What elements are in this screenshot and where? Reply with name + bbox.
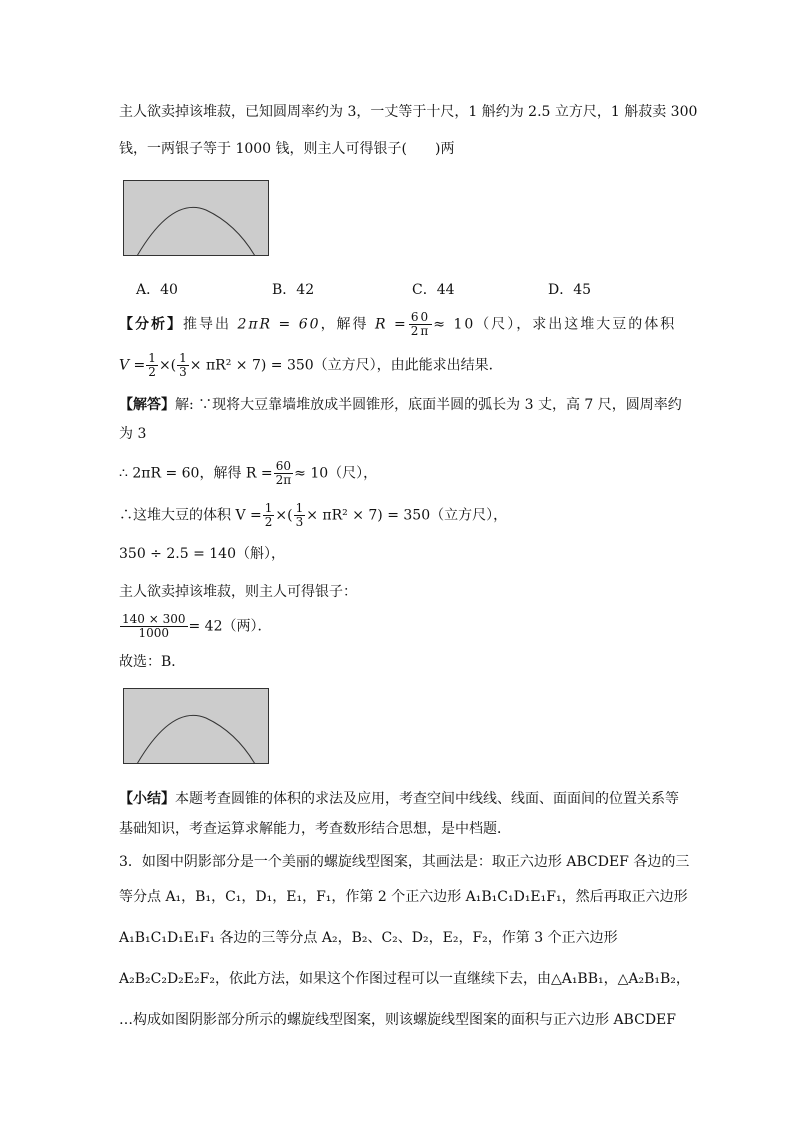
solution-step-1: ∴ 2πR = 60，解得 R = $\frac{60}{2\pi}$ ≈ 10（尺）， — [119, 459, 378, 487]
solution-line-1: 【解答】解: ∵现将大豆靠墙堆放成半圆锥形，底面半圆的弧长为 3 丈，高 7 尺，圆周率约 — [119, 397, 682, 413]
summary-tag: 【小结】 — [119, 791, 175, 807]
analysis-line-1: 【分析】推导出 2πR = 60，解得 R = $\frac{60}{2\pi}$ ≈ 10（尺），求出这堆大豆的体积 — [119, 310, 677, 338]
problem3-line-5: …构成如图阴影部分所示的螺旋线型图案，则该螺旋线型图案的面积与正六边形 ABCDEF — [119, 1012, 676, 1028]
pile-figure-1 — [123, 180, 269, 256]
option-c: C．44 — [412, 282, 455, 298]
solution-step-3: 350 ÷ 2.5 = 140（斛）， — [119, 546, 285, 562]
fraction: $\frac{1}{2}$ — [264, 501, 273, 529]
solution-answer: 故选：B． — [119, 654, 186, 670]
summary-line-1: 【小结】本题考查圆锥的体积的求法及应用，考查空间中线线、线面、面面间的位置关系等 — [119, 791, 679, 807]
solution-tag: 【解答】 — [119, 397, 175, 413]
analysis-line-2: V = $\frac{1}{2}$ ×( $\frac{1}{3}$ × πR² × 7) = 350（立方尺），由此能求出结果． — [119, 351, 503, 379]
problem3-line-3: A₁B₁C₁D₁E₁F₁ 各边的三等分点 A₂，B₂、C₂、D₂，E₂，F₂，作第 3 个正六边形 — [119, 930, 618, 946]
solution-step-2: ∴这堆大豆的体积 V = $\frac{1}{2}$ ×( $\frac{1}{3}$ × πR² × 7) = 350（立方尺）， — [119, 501, 508, 529]
pile-figure-2 — [123, 688, 269, 764]
problem-line-2: 钱，一两银子等于 1000 钱，则主人可得银子( )两 — [119, 141, 455, 157]
fraction: $\frac{1}{3}$ — [295, 501, 304, 529]
fraction: $\frac{1}{3}$ — [179, 351, 187, 379]
problem3-line-1: 3．如图中阴影部分是一个美丽的螺旋线型图案，其画法是：取正六边形 ABCDEF 各边的三 — [119, 854, 690, 870]
option-a: A．40 — [136, 282, 178, 298]
solution-step-4: 主人欲卖掉该堆菽，则主人可得银子： — [119, 584, 357, 600]
option-b: B．42 — [272, 282, 315, 298]
problem3-line-4: A₂B₂C₂D₂E₂F₂，依此方法，如果这个作图过程可以一直继续下去，由△A₁BB₁，△A₂B₁B₂， — [119, 971, 690, 987]
fraction: $\frac{60}{2\pi}$ — [275, 459, 292, 487]
solution-line-2: 为 3 — [119, 426, 147, 442]
option-d: D．45 — [548, 282, 592, 298]
fraction: $\frac{140 \times 300}{1000}$ — [122, 612, 186, 640]
problem-line-1: 主人欲卖掉该堆菽，已知圆周率约为 3，一丈等于十尺，1 斛约为 2.5 立方尺，1 斛菽卖 300 — [119, 104, 698, 120]
problem3-line-2: 等分点 A₁，B₁，C₁，D₁，E₁，F₁，作第 2 个正六边形 A₁B₁C₁D₁E₁F₁，然后再取正六边形 — [119, 889, 688, 905]
analysis-tag: 【分析】 — [119, 316, 183, 333]
fraction: $\frac{60}{2\pi}$ — [410, 310, 431, 338]
summary-line-2: 基础知识，考查运算求解能力，考查数形结合思想，是中档题． — [119, 821, 511, 837]
fraction: $\frac{1}{2}$ — [148, 351, 156, 379]
solution-step-5: $\frac{140 \times 300}{1000}$ = 42（两）． — [122, 612, 272, 640]
